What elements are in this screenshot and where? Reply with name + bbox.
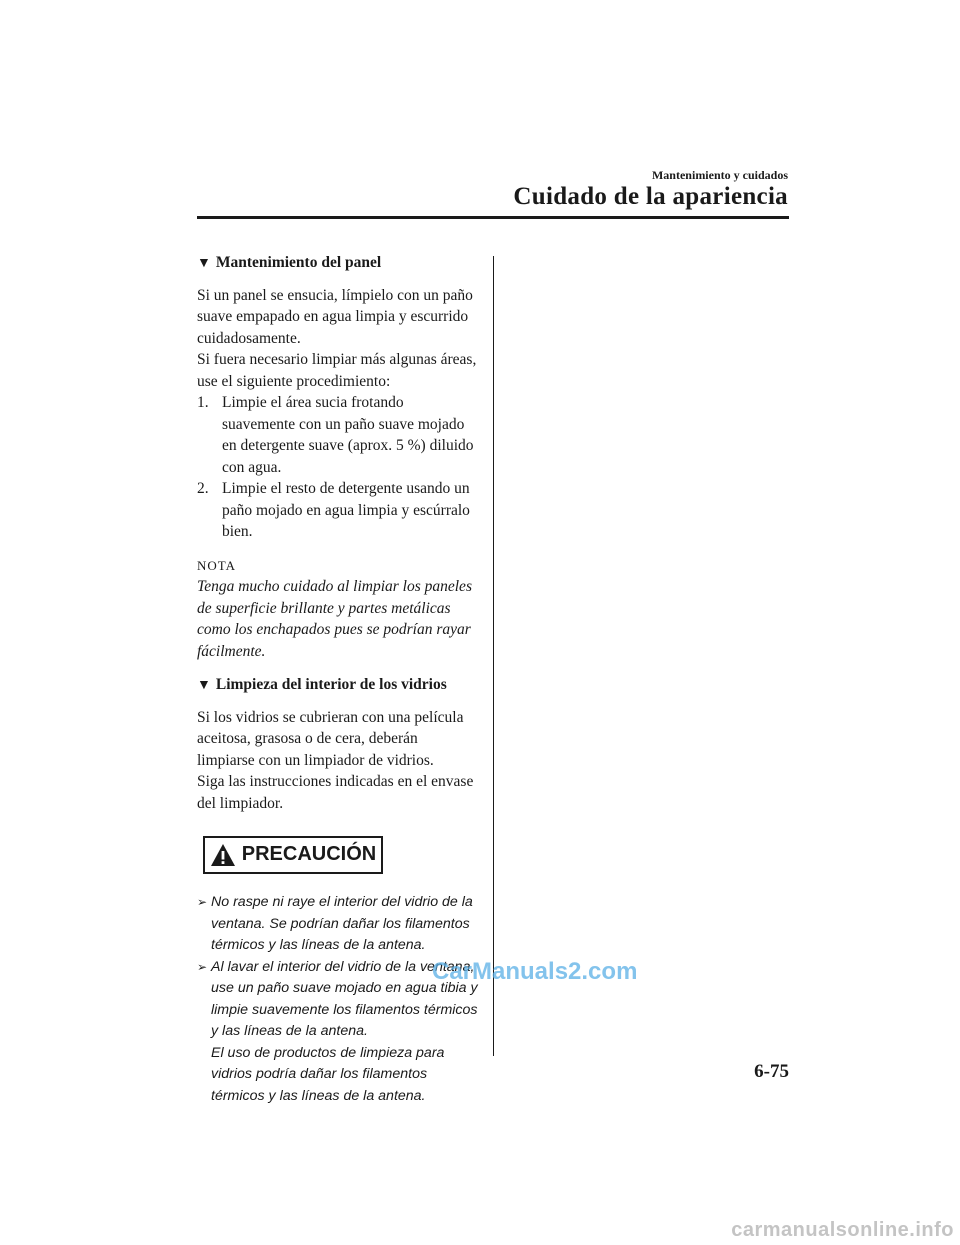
caution-item-text: Al lavar el interior del vidrio de la ventana, use un paño suave mojado en agua tibia y limpie suavemente los filamentos térmicos y las líneas de la antena. xyxy=(211,958,478,1039)
glass-heading xyxy=(197,674,479,697)
triangle-down-icon: ▼ xyxy=(197,678,211,693)
panel-para-2: Si fuera necesario limpiar más algunas áreas, use el siguiente procedimiento: xyxy=(197,351,477,390)
page-title: Cuidado de la apariencia xyxy=(513,183,788,210)
panel-heading-text: Mantenimiento del panel xyxy=(215,254,382,271)
glass-para-2: Siga las instrucciones indicadas en el envase del limpiador. xyxy=(197,773,474,812)
panel-heading xyxy=(197,252,479,275)
caution-list xyxy=(197,892,479,1107)
caution-label: PRECAUCIÓN xyxy=(241,843,377,866)
page-number: 6-75 xyxy=(754,1061,789,1082)
caution-box xyxy=(203,836,383,874)
panel-para-1: Si un panel se ensucia, límpielo con un paño suave empapado en agua limpia y escurrido cuidadosamente. xyxy=(197,286,473,347)
caution-item-text: No raspe ni raye el interior del vidrio de la ventana. Se podrían dañar los filamentos térmicos y las líneas de la antena. xyxy=(211,894,473,953)
note-label: NOTA xyxy=(197,557,237,573)
glass-heading-text: Limpieza del interior de los vidrios xyxy=(215,676,447,693)
footer-watermark: carmanualsonline.info xyxy=(731,1219,954,1241)
caution-item-extra: El uso de productos de limpieza para vidrios podría dañar los filamentos térmicos y las líneas de la antena. xyxy=(211,1044,445,1104)
step-text: Limpie el área sucia frotando suavemente con un paño suave mojado en detergente suave (aprox. 5 %) diluido con agua. xyxy=(222,394,474,476)
header-rule xyxy=(197,216,789,219)
watermark: CarManuals2.com xyxy=(432,958,638,985)
step-number: 1. xyxy=(197,394,209,411)
column-divider xyxy=(493,256,494,1056)
glass-para-1: Si los vidrios se cubrieran con una película aceitosa, grasosa o de cera, deberán limpiarse con un limpiador de vidrios. xyxy=(197,708,464,769)
list-item xyxy=(197,478,479,543)
triangle-down-icon: ▼ xyxy=(197,256,211,271)
note-text: Tenga mucho cuidado al limpiar los paneles de superficie brillante y partes metálicas como los enchapados pues se podrían rayar fácilmente. xyxy=(197,578,472,660)
arrow-right-icon: ➢ xyxy=(197,959,208,974)
step-text: Limpie el resto de detergente usando un paño mojado en agua limpia y escúrralo bien. xyxy=(222,480,470,540)
arrow-right-icon: ➢ xyxy=(197,895,208,909)
step-number: 2. xyxy=(197,480,209,497)
list-item xyxy=(197,892,479,957)
warning-icon xyxy=(210,843,236,867)
procedure-steps xyxy=(197,392,479,543)
section-label: Mantenimiento y cuidados xyxy=(651,168,788,182)
list-item xyxy=(197,392,479,478)
